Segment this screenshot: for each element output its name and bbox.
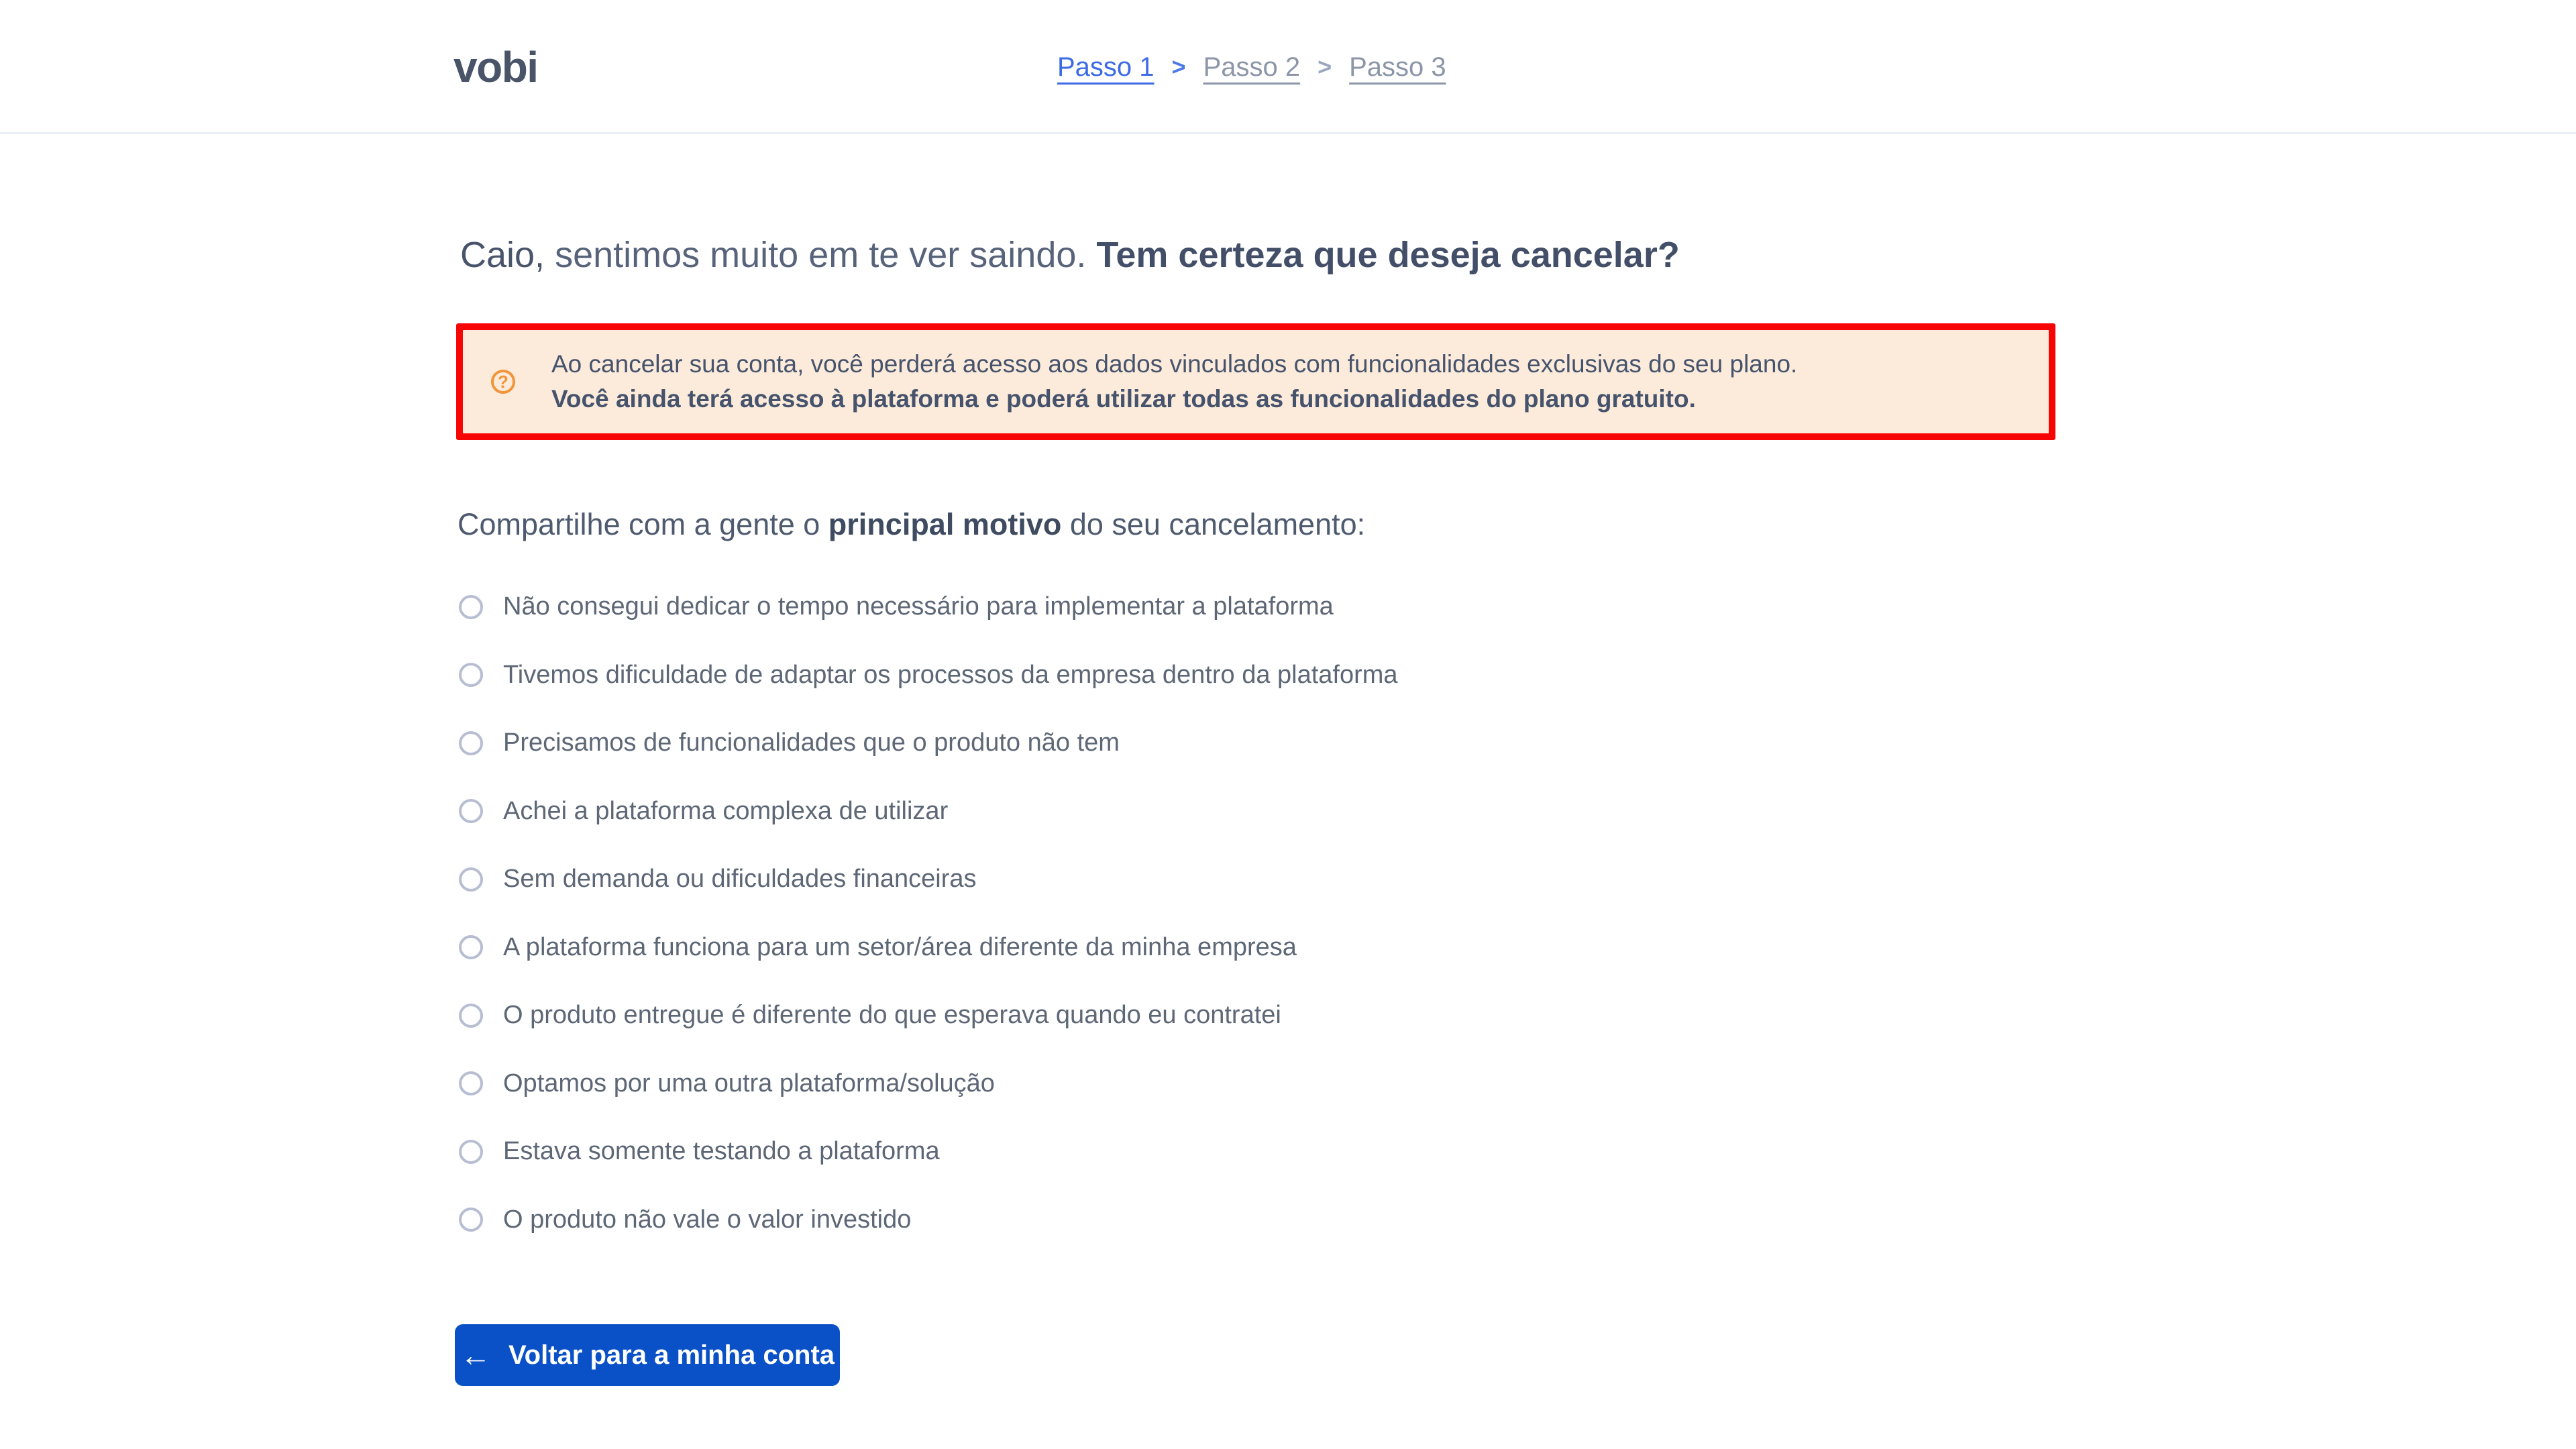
- reason-label[interactable]: Optamos por uma outra plataforma/solução: [503, 1069, 995, 1097]
- warning-text: [551, 347, 1797, 417]
- radio-button[interactable]: [459, 1208, 483, 1232]
- radio-button[interactable]: [459, 1071, 483, 1095]
- cancel-warning-banner: [456, 323, 2055, 440]
- reason-option-1[interactable]: [459, 573, 1398, 641]
- step-breadcrumb: [1057, 0, 1446, 134]
- reason-label[interactable]: A plataforma funciona para um setor/área diferente da minha empresa: [503, 932, 1297, 961]
- header: [0, 0, 2576, 134]
- left-arrow-icon: ←: [460, 1338, 491, 1373]
- back-to-account-button[interactable]: [455, 1324, 840, 1386]
- radio-button[interactable]: [459, 799, 483, 823]
- back-button-label: Voltar para a minha conta: [508, 1340, 835, 1370]
- question-pre-text: Compartilhe com a gente o: [458, 507, 828, 541]
- reason-label[interactable]: Achei a plataforma complexa de utilizar: [503, 796, 949, 825]
- reason-option-7[interactable]: [459, 981, 1398, 1050]
- reason-label[interactable]: Estava somente testando a plataforma: [503, 1137, 940, 1166]
- question-bold-text: principal motivo: [828, 507, 1062, 541]
- radio-button[interactable]: [459, 1140, 483, 1164]
- chevron-right-icon: >: [1171, 53, 1186, 80]
- reason-option-10[interactable]: [459, 1186, 1398, 1254]
- reason-label[interactable]: O produto entregue é diferente do que esperava quando eu contratei: [503, 1001, 1281, 1030]
- radio-button[interactable]: [459, 663, 483, 687]
- breadcrumb-step-3[interactable]: Passo 3: [1349, 52, 1446, 82]
- radio-button[interactable]: [459, 731, 483, 755]
- radio-button[interactable]: [459, 935, 483, 959]
- reason-option-6[interactable]: [459, 914, 1398, 982]
- cancellation-reason-list: [459, 573, 1398, 1254]
- reason-option-8[interactable]: [459, 1050, 1398, 1118]
- vobi-logo: vobi: [453, 43, 538, 91]
- breadcrumb-step-1[interactable]: Passo 1: [1057, 52, 1155, 82]
- page-title: [460, 233, 1680, 276]
- reason-option-3[interactable]: [459, 709, 1398, 777]
- title-question-text: Tem certeza que deseja cancelar?: [1096, 235, 1680, 275]
- reason-option-2[interactable]: [459, 641, 1398, 710]
- reason-option-9[interactable]: [459, 1118, 1398, 1186]
- title-regular-text: sentimos muito em te ver saindo.: [545, 235, 1097, 275]
- reason-label[interactable]: Precisamos de funcionalidades que o produto não tem: [503, 729, 1120, 757]
- warning-line-1: Ao cancelar sua conta, você perderá acesso aos dados vinculados com funcionalidades exclusivas do seu plano.: [551, 350, 1798, 378]
- warning-line-2: Você ainda terá acesso à plataforma e poderá utilizar todas as funcionalidades do plano gratuito.: [551, 385, 1696, 413]
- reason-label[interactable]: O produto não vale o valor investido: [503, 1205, 912, 1234]
- radio-button[interactable]: [459, 1004, 483, 1028]
- radio-button[interactable]: [459, 867, 483, 892]
- user-name-text: Caio,: [460, 235, 545, 275]
- reason-option-4[interactable]: [459, 777, 1398, 846]
- chevron-right-icon: >: [1318, 53, 1332, 80]
- question-post-text: do seu cancelamento:: [1061, 507, 1366, 541]
- reason-label[interactable]: Sem demanda ou dificuldades financeiras: [503, 865, 977, 894]
- breadcrumb-step-2[interactable]: Passo 2: [1203, 52, 1301, 82]
- reason-question-label: [458, 507, 1365, 542]
- reason-label[interactable]: Não consegui dedicar o tempo necessário para implementar a plataforma: [503, 592, 1334, 621]
- radio-button[interactable]: [459, 595, 483, 619]
- reason-option-5[interactable]: [459, 845, 1398, 914]
- question-mark-icon: ?: [491, 370, 515, 394]
- reason-label[interactable]: Tivemos dificuldade de adaptar os processos da empresa dentro da plataforma: [503, 660, 1398, 689]
